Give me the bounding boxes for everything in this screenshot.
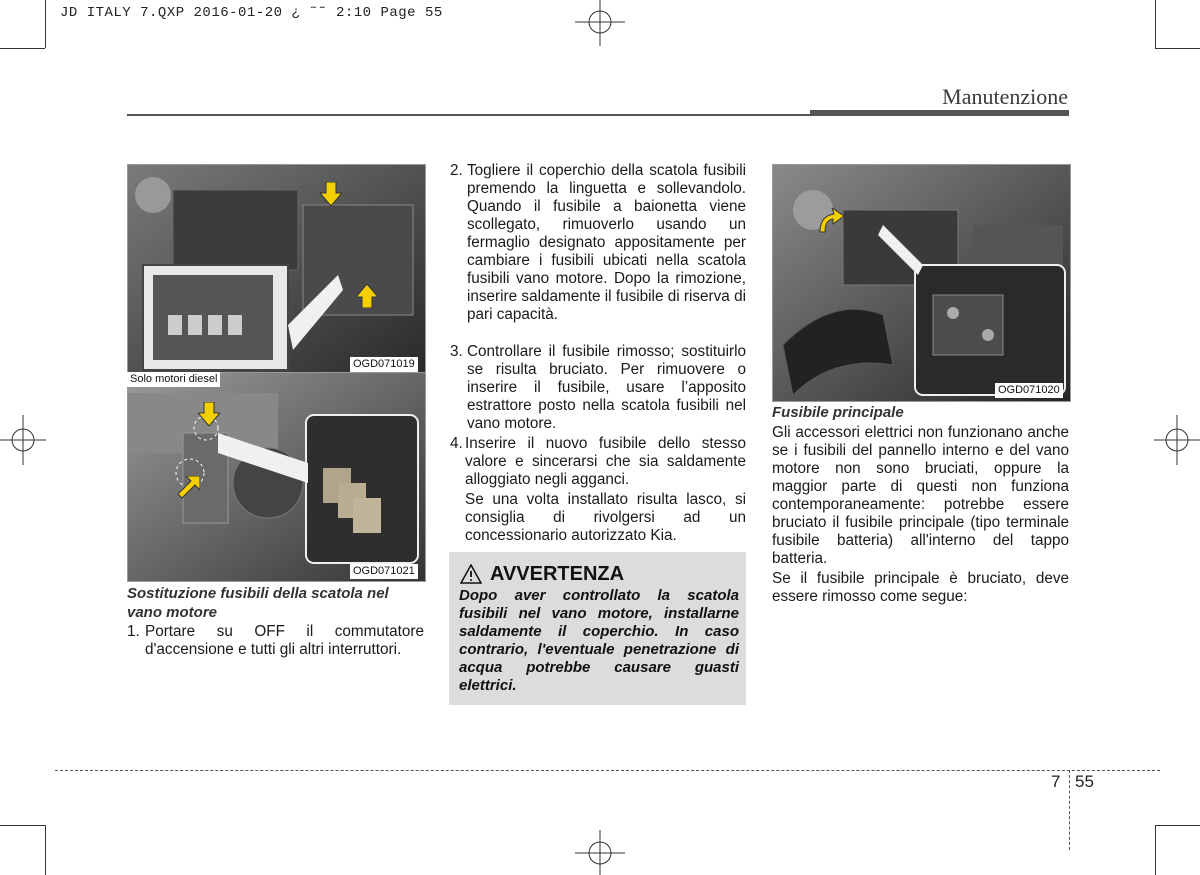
diesel-engine-photo: [127, 372, 426, 582]
figure-code: OGD071021: [350, 564, 418, 579]
step-2: [450, 162, 747, 342]
arrow-down-icon: [198, 402, 220, 426]
figure-caption: Sostituzione fusibili della scatola nel vano motore: [127, 585, 389, 621]
warning-text: Dopo aver controllato la scatola fusibili nel vano motore, installarne saldamente il coperchio. In caso contrario, l'eventuale penetrazione di acqua potrebbe causare guasti elettrici.: [459, 587, 739, 694]
figure-label-diesel: Solo motori diesel: [127, 372, 220, 387]
registration-mark-top: [570, 0, 630, 46]
step-text: Portare su OFF il commutatore d'accensione e tutti gli altri interruttori.: [145, 623, 424, 658]
page-number: 55: [1075, 772, 1094, 791]
step-number: 2.: [450, 162, 463, 179]
arrow-up-icon: [356, 284, 378, 308]
paragraph: Se il fusibile principale è bruciato, deve essere rimosso come segue:: [772, 570, 1069, 605]
paragraph: Gli accessori elettrici non funzionano anche se i fusibili del pannello interno e del vano motore non sono bruciati, oppure la maggior parte di questi non funziona contemporaneamente: potrebbe essere bruciato il fusibile principale (tipo terminale fusibile batteria) all'interno del tappo batteria.: [772, 424, 1069, 567]
step-number: 3.: [450, 343, 463, 360]
step-3: [450, 343, 747, 435]
registration-mark-right: [1154, 410, 1200, 470]
arrow-diagonal-icon: [176, 476, 200, 500]
section-title: Manutenzione: [942, 84, 1068, 109]
footer-divider: [1069, 770, 1070, 850]
section-heading: Fusibile principale: [772, 404, 904, 421]
print-slug: JD ITALY 7.QXP 2016-01-20 ¿ ˜˜ 2:10 Page 55: [60, 5, 443, 21]
arrow-down-icon: [320, 182, 342, 206]
header-rule-accent: [810, 110, 1069, 116]
header-rule: [127, 114, 810, 116]
step-number: 4.: [450, 435, 463, 452]
main-fuse-photo: [772, 164, 1071, 402]
figure-code: OGD071020: [995, 383, 1063, 398]
figure-code: OGD071019: [350, 357, 418, 372]
footer-rule: [55, 770, 1160, 771]
step-4: [450, 435, 747, 491]
step-number: 1.: [127, 623, 140, 640]
registration-mark-left: [0, 410, 46, 470]
step-text: Togliere il coperchio della scatola fusibili premendo la linguetta e sollevandolo. Quando il fusibile a baionetta viene scollegato, rimuoverlo usando un fermaglio designato appositamente per cambiare i fusibili ubicati nella scatola fusibili vano motore. Dopo la rimozione, inserire saldamente il fusibile di riserva di pari capacità.: [467, 162, 746, 323]
warning-triangle-icon: [460, 564, 482, 584]
warning-title: AVVERTENZA: [490, 563, 625, 585]
chapter-number: 7: [1051, 772, 1061, 791]
step-text: Controllare il fusibile rimosso; sostituirlo se risulta bruciato. Per rimuovere o inserire il fusibile, usare l’apposito estrattore posto nella scatola fusibili nel vano motore.: [467, 343, 746, 432]
engine-fusebox-photo: [127, 164, 426, 374]
step-text: Inserire il nuovo fusibile dello stesso valore e sincerarsi che sia saldamente alloggiato negli agganci.: [465, 435, 746, 488]
step-4-note: Se una volta installato risulta lasco, si consiglia di rivolgersi ad un concessionario autorizzato Kia.: [465, 491, 746, 544]
step-1: [127, 623, 424, 663]
curved-arrow-icon: [816, 208, 844, 234]
registration-mark-bottom: [570, 830, 630, 875]
